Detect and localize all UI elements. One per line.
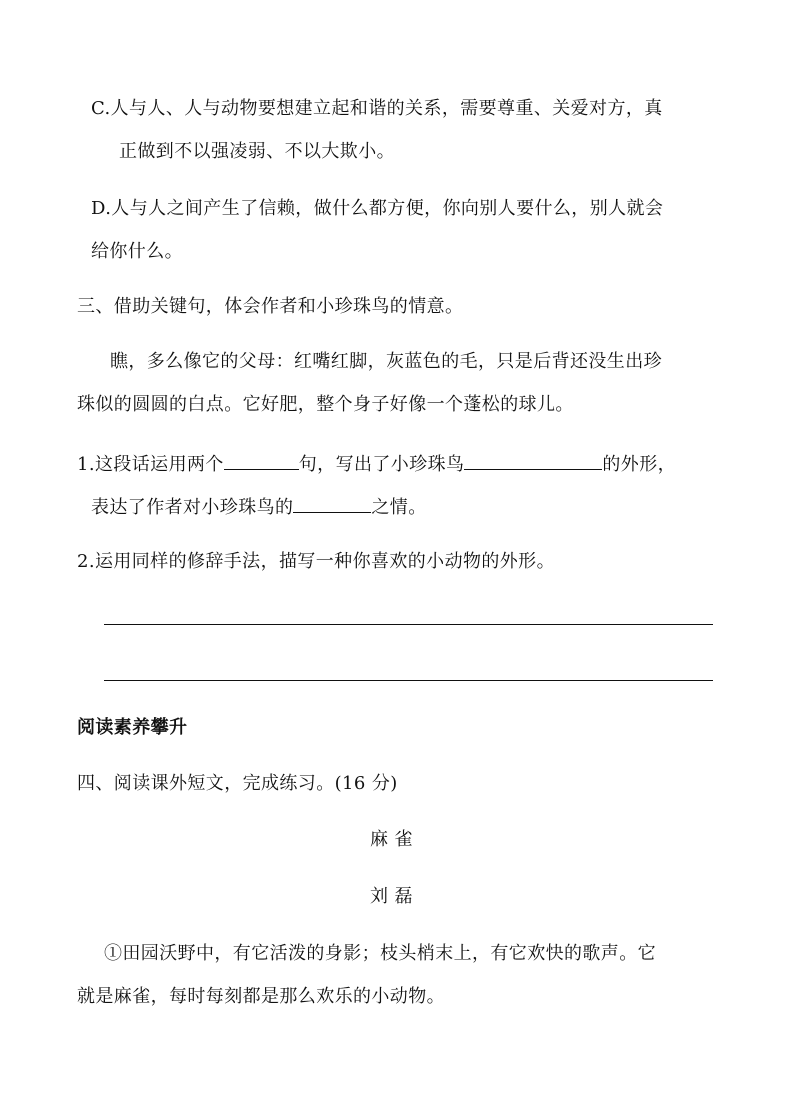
article-author: 刘 磊 (370, 886, 413, 907)
q1-text-d: 表达了作者对小珍珠鸟的 (91, 497, 294, 518)
section3-heading: 三、借助关键句，体会作者和小珍珠鸟的情意。 (77, 296, 464, 317)
article-title: 麻 雀 (370, 829, 413, 850)
passage-line1: 瞧，多么像它的父母：红嘴红脚，灰蓝色的毛，只是后背还没生出珍 (110, 351, 662, 372)
q1-text-a: 1.这段话运用两个 (77, 454, 224, 475)
article-para1-line2: 就是麻雀，每时每刻都是那么欢乐的小动物。 (77, 986, 445, 1007)
q1-text-e: 之情。 (371, 497, 427, 518)
question-1-line1 (77, 451, 676, 476)
question-1-line2 (91, 494, 427, 519)
q1-blank-sentence-type[interactable] (224, 451, 299, 470)
q1-text-c: 的外形， (602, 454, 676, 475)
section4-heading: 四、阅读课外短文，完成练习。(16 分) (77, 773, 398, 794)
q1-blank-feeling[interactable] (293, 494, 371, 513)
passage-line2: 珠似的圆圆的白点。它好肥，整个身子好像一个蓬松的球儿。 (77, 394, 574, 415)
option-d-line1: D.人与人之间产生了信赖，做什么都方便，你向别人要什么，别人就会 (91, 198, 664, 219)
option-c-line1: C.人与人、人与动物要想建立起和谐的关系，需要尊重、关爱对方，真 (91, 98, 663, 119)
answer-line-2[interactable] (104, 680, 713, 681)
reading-section-title: 阅读素养攀升 (77, 717, 188, 738)
q1-blank-appearance[interactable] (464, 451, 602, 470)
article-para1-line1: ①田园沃野中，有它活泼的身影；枝头梢末上，有它欢快的歌声。它 (104, 943, 656, 964)
answer-line-1[interactable] (104, 624, 713, 625)
option-d-line2: 给你什么。 (91, 241, 183, 262)
q1-text-b: 句，写出了小珍珠鸟 (298, 454, 465, 475)
question-2: 2.运用同样的修辞手法，描写一种你喜欢的小动物的外形。 (77, 551, 555, 572)
option-c-line2: 正做到不以强凌弱、不以大欺小。 (119, 141, 395, 162)
